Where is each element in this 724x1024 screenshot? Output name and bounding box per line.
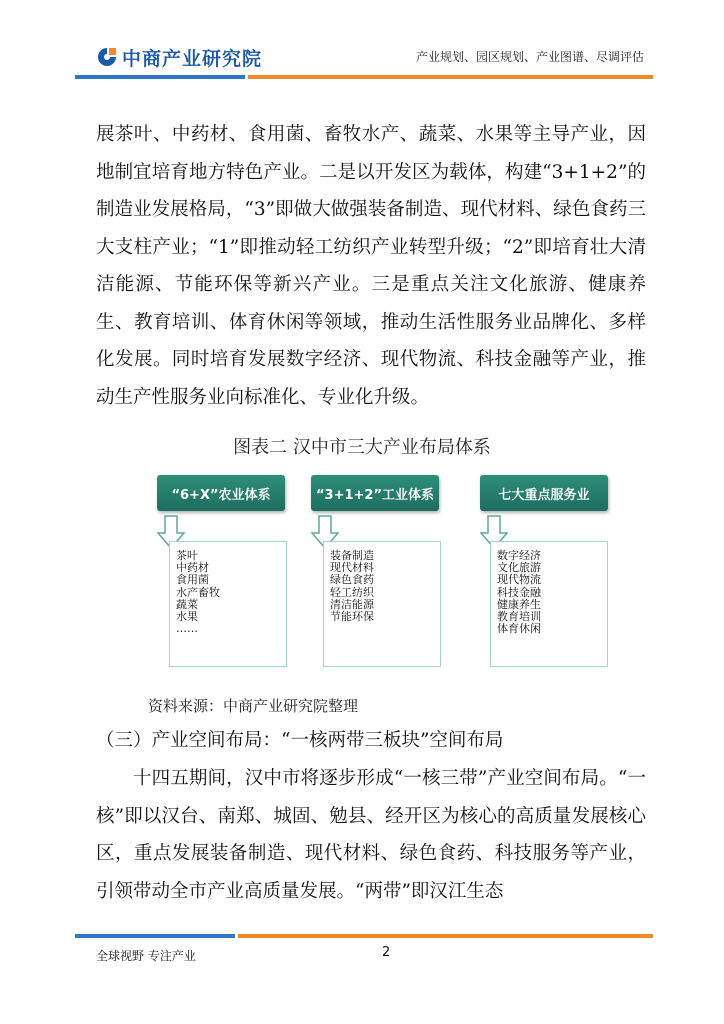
paragraph-1-text: 展茶叶、中药材、食用菌、畜牧水产、蔬菜、水果等主导产业，因地制宜培育地方特色产业。二是以开发区为载体，构建“3+1+2”的制造业发展格局，“3”即做大做强装备制造、现代材料、绿色食药三大支柱产业；“1”即推动轻工纺织产业转型升级；“2”即培育壮大清洁能源、节能环保等新兴产业。三是重点关注文化旅游、健康养生、教育培训、体育休闲等领域，推动生活性服务业品牌化、多样化发展。同时培育发展数字经济、现代物流、科技金融等产业，推动生产性服务业向标准化、专业化升级。 [96, 124, 646, 408]
list-item: 清洁能源 [330, 597, 374, 611]
list-item: 茶叶 [176, 549, 198, 562]
list-item: …… [176, 622, 198, 636]
footer-divider-orange [238, 934, 653, 938]
page-header [0, 0, 724, 90]
list-item: 文化旅游 [497, 561, 541, 575]
header-divider-orange [248, 75, 653, 79]
column-item-list [490, 541, 608, 667]
column-header: “6+X”农业体系 [157, 475, 285, 511]
header-divider-blue [75, 75, 245, 79]
list-item: 现代材料 [330, 561, 374, 575]
list-item: 绿色食药 [330, 573, 374, 587]
paragraph-1 [96, 116, 646, 416]
list-item: 科技金融 [497, 585, 541, 599]
list-item: 现代物流 [497, 573, 541, 587]
logo [96, 44, 262, 70]
section-heading: （三）产业空间布局：“一核两带三板块”空间布局 [96, 730, 504, 751]
figure-title: 图表二 汉中市三大产业布局体系 [233, 437, 491, 458]
list-item: 装备制造 [330, 549, 374, 562]
figure-column-services [480, 475, 608, 636]
column-item-list [169, 541, 287, 667]
header-tagline: 产业规划、园区规划、产业图谱、尽调评估 [415, 50, 644, 64]
figure-column-industry [311, 475, 439, 624]
list-item: 节能环保 [330, 610, 374, 624]
column-item-list [323, 541, 441, 667]
paragraph-2 [96, 760, 646, 910]
list-item: 食用菌 [176, 573, 209, 587]
list-item: 水产畜牧 [176, 585, 220, 599]
list-item: 轻工纺织 [330, 585, 374, 599]
footer-slogan: 全球视野 专注产业 [96, 949, 196, 963]
list-item: 体育休闲 [497, 622, 541, 636]
footer-divider-blue [75, 934, 235, 938]
list-item: 健康养生 [497, 597, 541, 611]
list-item: 水果 [176, 610, 198, 624]
list-item: 教育培训 [497, 610, 541, 624]
logo-icon [96, 46, 118, 68]
paragraph-2-text: 十四五期间，汉中市将逐步形成“一核三带”产业空间布局。“一核”即以汉台、南郑、城固、勉县、经开区为核心的高质量发展核心区，重点发展装备制造、现代材料、绿色食药、科技服务等产业，引领带动全市产业高质量发展。“两带”即汉江生态 [96, 768, 646, 902]
page-number: 2 [382, 945, 391, 960]
column-header: 七大重点服务业 [480, 475, 608, 511]
figure-column-agriculture [157, 475, 285, 636]
column-header: “3+1+2”工业体系 [311, 475, 439, 511]
list-item: 数字经济 [497, 549, 541, 562]
logo-text: 中商产业研究院 [122, 47, 263, 70]
list-item: 中药材 [176, 561, 209, 575]
list-item: 蔬菜 [176, 597, 198, 611]
figure-source: 资料来源：中商产业研究院整理 [148, 697, 359, 715]
